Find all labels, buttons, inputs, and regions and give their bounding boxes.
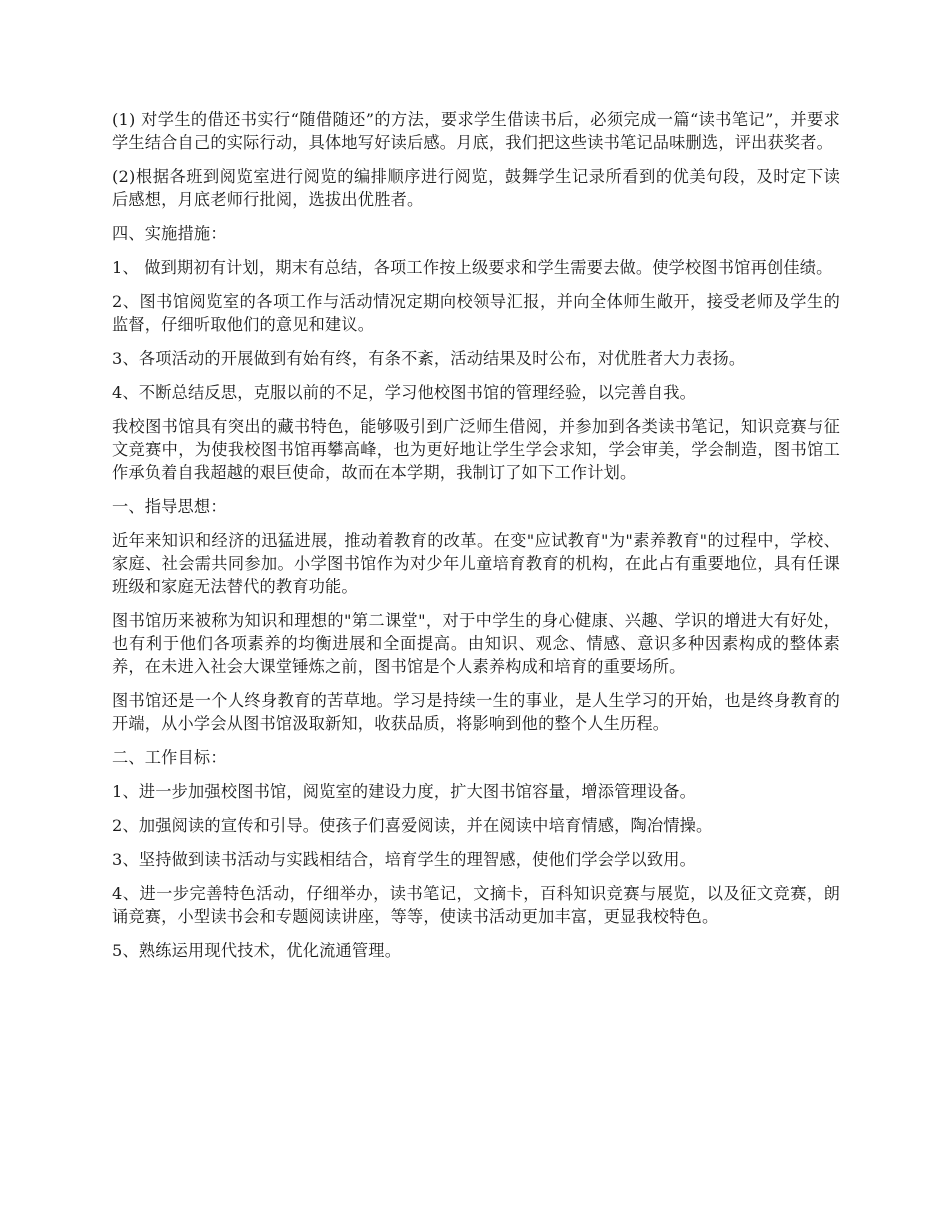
list-item-measure-1: 1、 做到期初有计划，期末有总结，各项工作按上级要求和学生需要去做。使学校图书馆再创佳绩。 [112,258,833,277]
list-item-measure-3: 3、各项活动的开展做到有始有终，有条不紊，活动结果及时公布，对优胜者大力表扬。 [112,349,746,368]
paragraph-reading-order: (2)根据各班到阅览室进行阅览的编排顺序进行阅览，鼓舞学生记录所看到的优美句段，及时定下读后感想，月底老师行批阅，选拔出优胜者。 [112,167,840,209]
heading-work-goals: 二、工作目标： [112,748,227,767]
list-item-measure-2: 2、图书馆阅览室的各项工作与活动情况定期向校领导汇报，并向全体师生敞开，接受老师及学生的监督，仔细听取他们的意见和建议。 [112,292,840,334]
paragraph-borrow-method: (1) 对学生的借还书实行“随借随还”的方法，要求学生借读书后，必须完成一篇“读书笔记”，并要求学生结合自己的实际行动，具体地写好读后感。月底，我们把这些读书笔记品味删选，评出获奖者。 [112,110,840,152]
list-item-goal-1: 1、进一步加强校图书馆，阅览室的建设力度，扩大图书馆容量，增添管理设备。 [112,782,697,801]
paragraph-education-reform: 近年来知识和经济的迅猛进展，推动着教育的改革。在变"应试教育"为"素养教育"的过程中，学校、家庭、社会需共同参加。小学图书馆作为对少年儿童培育教育的机构，在此占有重要地位，具有任课班级和家庭无法替代的教育功能。 [112,531,840,596]
list-item-goal-5: 5、熟练运用现代技术，优化流通管理。 [112,941,402,960]
list-item-goal-4: 4、进一步完善特色活动，仔细举办，读书笔记，文摘卡，百科知识竞赛与展览，以及征文竞赛，朗诵竞赛，小型读书会和专题阅读讲座，等等，使读书活动更加丰富，更显我校特色。 [112,884,840,926]
heading-guiding-ideology: 一、指导思想： [112,497,227,516]
list-item-goal-2: 2、加强阅读的宣传和引导。使孩子们喜爱阅读，并在阅读中培育情感，陶冶情操。 [112,816,713,835]
paragraph-second-classroom: 图书馆历来被称为知识和理想的"第二课堂"，对于中学生的身心健康、兴趣、学识的增进大有好处，也有利于他们各项素养的均衡进展和全面提高。由知识、观念、情感、意识多种因素构成的整体素养，在未进入社会大课堂锤炼之前，图书馆是个人素养构成和培育的重要场所。 [112,611,840,676]
list-item-measure-4: 4、不断总结反思，克服以前的不足，学习他校图书馆的管理经验，以完善自我。 [112,383,697,402]
paragraph-library-intro: 我校图书馆具有突出的藏书特色，能够吸引到广泛师生借阅，并参加到各类读书笔记，知识竞赛与征文竞赛中，为使我校图书馆再攀高峰，也为更好地让学生学会求知，学会审美，学会制造，图书馆工作承负着自我超越的艰巨使命，故而在本学期，我制订了如下工作计划。 [112,417,840,482]
document-page [112,108,840,973]
heading-implementation-measures: 四、实施措施： [112,224,227,243]
list-item-goal-3: 3、坚持做到读书活动与实践相结合，培育学生的理智感，使他们学会学以致用。 [112,850,697,869]
paragraph-lifelong-education: 图书馆还是一个人终身教育的苦草地。学习是持续一生的事业，是人生学习的开始，也是终身教育的开端，从小学会从图书馆汲取新知，收获品质，将影响到他的整个人生历程。 [112,691,840,733]
